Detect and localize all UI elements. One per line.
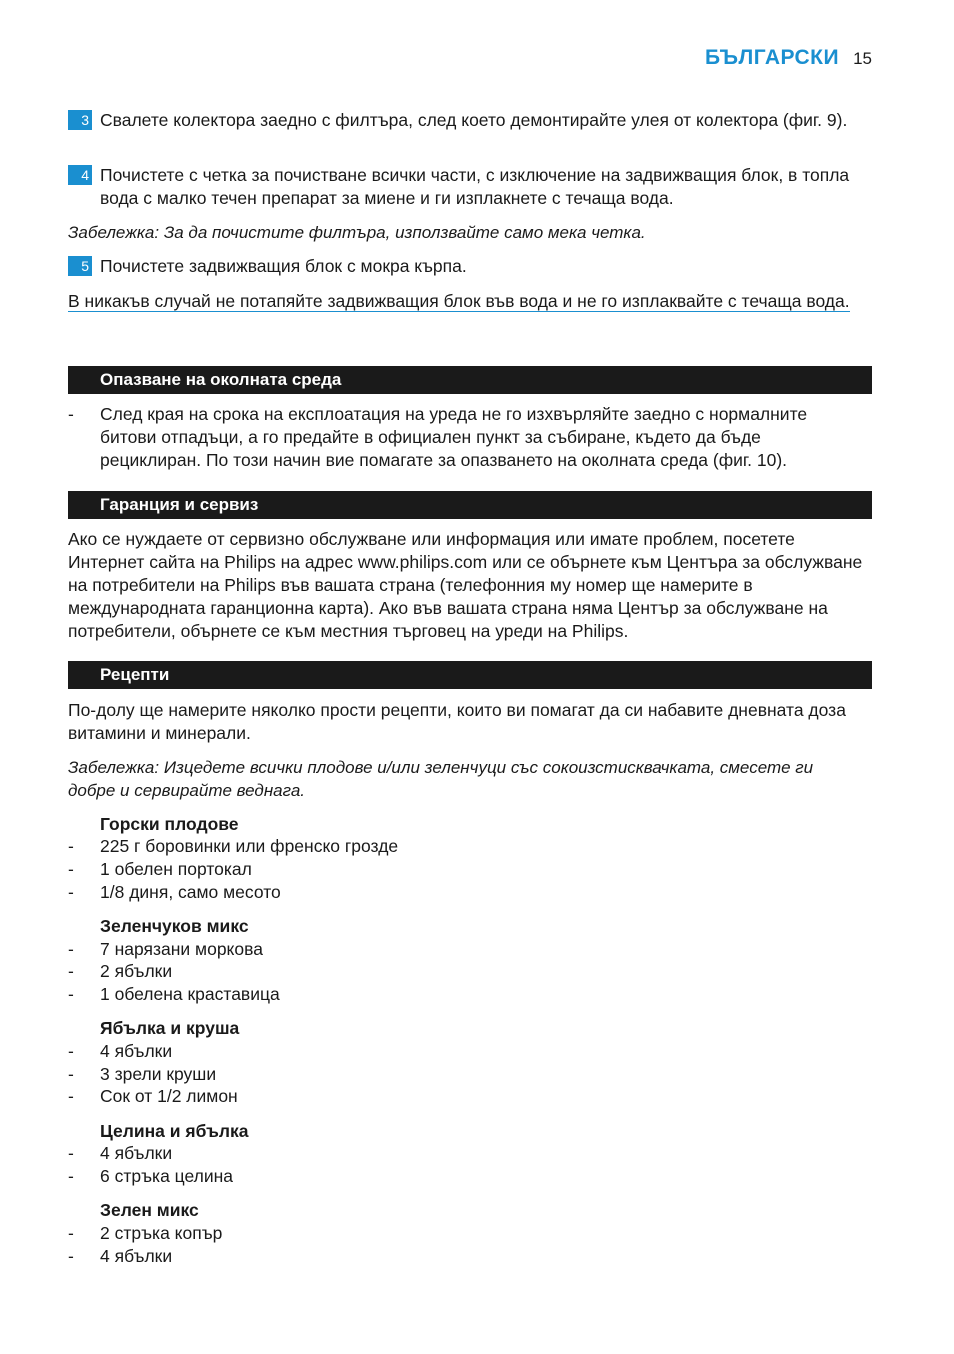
- page-header: [705, 46, 872, 70]
- note-filter: Забележка: За да почистите филтъра, използвайте само мека четка.: [68, 223, 646, 242]
- recipe-title: Ябълка и круша: [100, 1018, 240, 1038]
- language-label: БЪЛГАРСКИ: [704, 46, 840, 69]
- environment-text: След края на срока на експлоатация на уреда не го изхвърляйте заедно с нормалните битови отпадъци, а го предайте в официален пункт за събиране, където да бъде рециклиран. По този начин вие помагате за опазването на околната среда (фиг. 10).: [100, 404, 808, 470]
- step-text: Почистете задвижващия блок с мокра кърпа.: [100, 256, 467, 276]
- guarantee-paragraph: Ако се нуждаете от сервизно обслужване или информация или имате проблем, посетете Интернет сайта на Philips на адрес www.philips.com или се обърнете към Центъра за обслужване на потребители на Philips във вашата страна (телефонния му номер ще намерите в международната гаранционна карта). Ако във вашата страна няма Център за обслужване на потребители, обърнете се към местния търговец на уреди на Philips.: [68, 529, 863, 641]
- recipe-title: Горски плодове: [100, 814, 239, 834]
- recipes-intro: По-долу ще намерите няколко прости рецепти, които ви помагат да си набавите дневната доза витамини и минерали.: [68, 700, 846, 743]
- recipe-item: - 4 ябълки: [68, 1041, 173, 1061]
- section-guarantee-title: Гаранция и сервиз: [68, 491, 872, 519]
- recipe-item: - 2 ябълки: [68, 961, 173, 981]
- recipe-item: - 1 обелена краставица: [68, 984, 280, 1004]
- page-number: 15: [853, 49, 872, 68]
- step-5: [68, 255, 858, 278]
- recipe-title: Зелен микс: [100, 1200, 199, 1220]
- step-text: Почистете с четка за почистване всички части, с изключение на задвижващия блок, в топла вода с малко течен препарат за миене и ги изплакнете с течаща вода.: [100, 165, 850, 208]
- recipe-item: - 1/8 диня, само месото: [68, 882, 281, 902]
- recipe-item: - 7 нарязани моркова: [68, 939, 263, 959]
- recipe-item: - 4 ябълки: [68, 1143, 173, 1163]
- section-environment-title: Опазване на околната среда: [68, 366, 872, 394]
- recipe-title: Целина и ябълка: [100, 1121, 249, 1141]
- recipe-title: Зеленчуков микс: [100, 916, 249, 936]
- recipe-item: - 6 стръка целина: [68, 1166, 234, 1186]
- recipe-item: - 3 зрели круши: [68, 1064, 217, 1084]
- step-number: 5: [68, 256, 92, 276]
- recipe-item: - 225 г боровинки или френско грозде: [68, 836, 399, 856]
- step-3: [68, 109, 858, 132]
- recipe-item: - 2 стръка копър: [68, 1223, 223, 1243]
- recipes-note: Забележка: Изцедете всички плодове и/или зеленчуци със сокоизстисквачката, смесете ги добре и сервирайте веднага.: [68, 758, 814, 800]
- step-text: Свалете колектора заедно с филтъра, след което демонтирайте улея от колектора (фиг. 9).: [100, 110, 848, 130]
- step-number: 3: [68, 110, 92, 130]
- recipe-item: - 4 ябълки: [68, 1246, 173, 1266]
- recipe-item: - Сок от 1/2 лимон: [68, 1086, 238, 1106]
- step-number: 4: [68, 165, 92, 185]
- section-recipes-title: Рецепти: [68, 661, 872, 689]
- warning-text: [68, 290, 858, 313]
- philips-link[interactable]: www.philips.com: [357, 552, 488, 572]
- warning-underlined: В никакъв случай не потапяйте задвижващия блок във вода и не го изплаквайте с течаща вода.: [68, 291, 850, 311]
- environment-item: - След края на срока на експлоатация на уреда не го изхвърляйте заедно с нормалните битови отпадъци, а го предайте в официален пункт за събиране, където да бъде рециклиран. По този начин вие помагате за опазването на околната среда (фиг. 10).: [68, 403, 858, 472]
- recipe-item: - 1 обелен портокал: [68, 859, 252, 879]
- step-4: [68, 164, 858, 210]
